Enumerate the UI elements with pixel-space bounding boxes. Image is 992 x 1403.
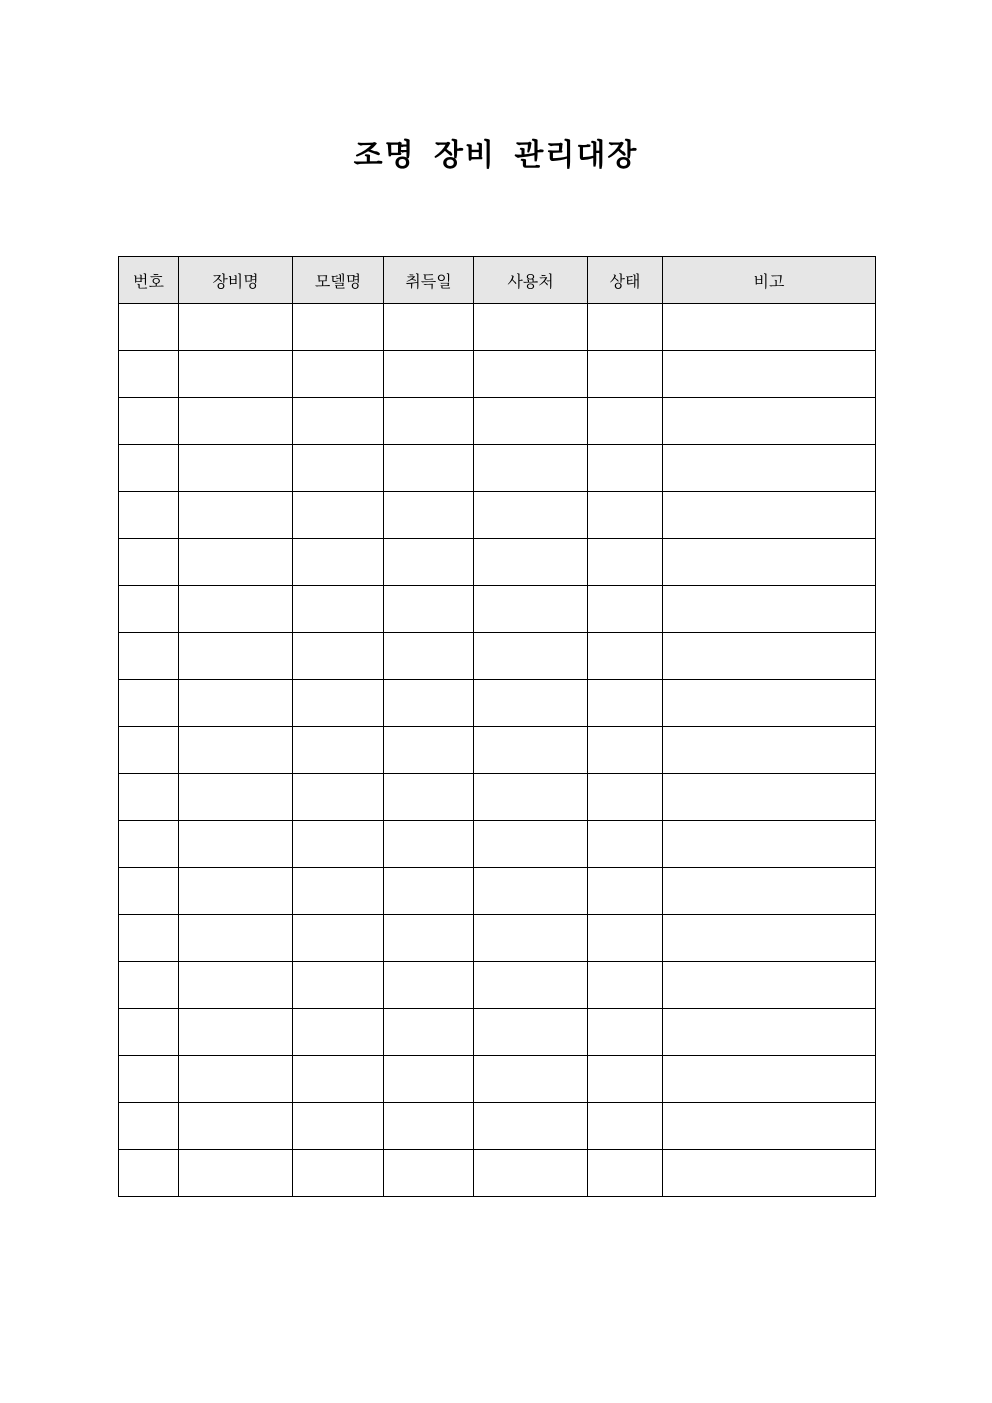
table-cell bbox=[474, 445, 588, 492]
table-cell bbox=[588, 633, 663, 680]
table-cell bbox=[474, 633, 588, 680]
table-cell bbox=[119, 774, 179, 821]
table-cell bbox=[119, 821, 179, 868]
table-row bbox=[119, 680, 876, 727]
table-cell bbox=[474, 304, 588, 351]
table-cell bbox=[588, 868, 663, 915]
table-cell bbox=[663, 868, 876, 915]
table-cell bbox=[663, 962, 876, 1009]
table-cell bbox=[474, 492, 588, 539]
table-cell bbox=[293, 398, 384, 445]
table-row bbox=[119, 962, 876, 1009]
table-cell bbox=[588, 821, 663, 868]
table-cell bbox=[588, 1056, 663, 1103]
table-cell bbox=[384, 586, 474, 633]
table-cell bbox=[179, 727, 293, 774]
table-cell bbox=[384, 1103, 474, 1150]
table-cell bbox=[119, 586, 179, 633]
table-cell bbox=[384, 398, 474, 445]
table-cell bbox=[663, 1103, 876, 1150]
table-cell bbox=[179, 915, 293, 962]
table-cell bbox=[119, 1103, 179, 1150]
table-row bbox=[119, 586, 876, 633]
table-row bbox=[119, 445, 876, 492]
table-cell bbox=[179, 962, 293, 1009]
table-cell bbox=[588, 1103, 663, 1150]
table-cell bbox=[474, 398, 588, 445]
table-cell bbox=[384, 633, 474, 680]
table-cell bbox=[384, 821, 474, 868]
table-row bbox=[119, 821, 876, 868]
table-cell bbox=[663, 539, 876, 586]
table-cell bbox=[293, 1103, 384, 1150]
table-cell bbox=[179, 821, 293, 868]
table-row bbox=[119, 398, 876, 445]
table-cell bbox=[588, 727, 663, 774]
table-cell bbox=[179, 1150, 293, 1197]
table-header-row bbox=[119, 257, 876, 304]
table-cell bbox=[179, 492, 293, 539]
column-header-status: 상태 bbox=[588, 257, 663, 304]
table-cell bbox=[588, 539, 663, 586]
table-cell bbox=[474, 1150, 588, 1197]
table-cell bbox=[663, 586, 876, 633]
table-cell bbox=[293, 304, 384, 351]
table-row bbox=[119, 539, 876, 586]
table-row bbox=[119, 774, 876, 821]
table-cell bbox=[179, 539, 293, 586]
table-row bbox=[119, 304, 876, 351]
table-cell bbox=[119, 1009, 179, 1056]
table-cell bbox=[179, 868, 293, 915]
table-row bbox=[119, 1009, 876, 1056]
table-row bbox=[119, 868, 876, 915]
table-cell bbox=[663, 304, 876, 351]
table-cell bbox=[384, 1150, 474, 1197]
table-row bbox=[119, 492, 876, 539]
table-cell bbox=[119, 868, 179, 915]
table-cell bbox=[663, 492, 876, 539]
table-cell bbox=[588, 962, 663, 1009]
table-cell bbox=[588, 492, 663, 539]
table-cell bbox=[119, 633, 179, 680]
table-cell bbox=[179, 680, 293, 727]
table-cell bbox=[293, 1150, 384, 1197]
table-cell bbox=[588, 351, 663, 398]
table-cell bbox=[119, 727, 179, 774]
table-cell bbox=[663, 680, 876, 727]
table-cell bbox=[384, 1009, 474, 1056]
table-cell bbox=[179, 1103, 293, 1150]
table-body bbox=[119, 304, 876, 1197]
table-cell bbox=[293, 821, 384, 868]
table-cell bbox=[119, 398, 179, 445]
table-cell bbox=[179, 351, 293, 398]
table-cell bbox=[119, 492, 179, 539]
table-cell bbox=[384, 1056, 474, 1103]
table-cell bbox=[293, 915, 384, 962]
table-cell bbox=[179, 304, 293, 351]
table-cell bbox=[119, 304, 179, 351]
table-cell bbox=[474, 351, 588, 398]
table-cell bbox=[293, 962, 384, 1009]
table-row bbox=[119, 351, 876, 398]
table-cell bbox=[119, 445, 179, 492]
table-cell bbox=[293, 868, 384, 915]
table-cell bbox=[663, 633, 876, 680]
table-cell bbox=[588, 304, 663, 351]
table-cell bbox=[384, 351, 474, 398]
table-cell bbox=[384, 868, 474, 915]
table-cell bbox=[293, 351, 384, 398]
lighting-equipment-ledger-table bbox=[118, 256, 876, 1197]
table-row bbox=[119, 915, 876, 962]
table-cell bbox=[179, 398, 293, 445]
table-cell bbox=[474, 821, 588, 868]
table-cell bbox=[663, 821, 876, 868]
table-cell bbox=[588, 774, 663, 821]
table-cell bbox=[474, 962, 588, 1009]
table-cell bbox=[474, 774, 588, 821]
table-cell bbox=[293, 539, 384, 586]
table-cell bbox=[293, 492, 384, 539]
column-header-equipment-name: 장비명 bbox=[179, 257, 293, 304]
table-cell bbox=[384, 727, 474, 774]
table-row bbox=[119, 633, 876, 680]
column-header-number: 번호 bbox=[119, 257, 179, 304]
table-cell bbox=[474, 868, 588, 915]
table-cell bbox=[663, 774, 876, 821]
table-row bbox=[119, 1150, 876, 1197]
table-cell bbox=[663, 727, 876, 774]
table-cell bbox=[179, 1009, 293, 1056]
table-cell bbox=[663, 1009, 876, 1056]
table-cell bbox=[384, 492, 474, 539]
table-cell bbox=[474, 727, 588, 774]
table-cell bbox=[474, 539, 588, 586]
table-cell bbox=[663, 915, 876, 962]
table-cell bbox=[119, 915, 179, 962]
table-cell bbox=[179, 445, 293, 492]
table-cell bbox=[293, 586, 384, 633]
column-header-acquisition-date: 취득일 bbox=[384, 257, 474, 304]
table-cell bbox=[384, 680, 474, 727]
table-cell bbox=[588, 915, 663, 962]
table-cell bbox=[663, 1056, 876, 1103]
table-row bbox=[119, 1103, 876, 1150]
table-cell bbox=[293, 1056, 384, 1103]
table-cell bbox=[119, 539, 179, 586]
column-header-remarks: 비고 bbox=[663, 257, 876, 304]
table-cell bbox=[588, 445, 663, 492]
table-cell bbox=[179, 633, 293, 680]
table-cell bbox=[588, 1150, 663, 1197]
table-cell bbox=[119, 1056, 179, 1103]
table-cell bbox=[293, 680, 384, 727]
page-title: 조명 장비 관리대장 bbox=[353, 138, 639, 173]
table-cell bbox=[384, 539, 474, 586]
table-row bbox=[119, 1056, 876, 1103]
table-cell bbox=[179, 774, 293, 821]
table-cell bbox=[474, 1103, 588, 1150]
table-cell bbox=[474, 1009, 588, 1056]
table-cell bbox=[293, 633, 384, 680]
table-cell bbox=[474, 1056, 588, 1103]
table-cell bbox=[384, 915, 474, 962]
table-cell bbox=[474, 586, 588, 633]
table-cell bbox=[119, 962, 179, 1009]
table-cell bbox=[293, 1009, 384, 1056]
table-cell bbox=[119, 680, 179, 727]
table-cell bbox=[293, 774, 384, 821]
table-cell bbox=[179, 1056, 293, 1103]
table-cell bbox=[384, 962, 474, 1009]
table-cell bbox=[384, 304, 474, 351]
table-cell bbox=[588, 398, 663, 445]
table-cell bbox=[663, 445, 876, 492]
table-cell bbox=[663, 1150, 876, 1197]
table-row bbox=[119, 727, 876, 774]
table-cell bbox=[293, 445, 384, 492]
table-cell bbox=[119, 1150, 179, 1197]
table-cell bbox=[474, 680, 588, 727]
table-cell bbox=[384, 445, 474, 492]
table-cell bbox=[588, 680, 663, 727]
column-header-usage-location: 사용처 bbox=[474, 257, 588, 304]
table-cell bbox=[588, 586, 663, 633]
table-cell bbox=[663, 398, 876, 445]
column-header-model-name: 모델명 bbox=[293, 257, 384, 304]
table-cell bbox=[384, 774, 474, 821]
table-cell bbox=[179, 586, 293, 633]
table-cell bbox=[588, 1009, 663, 1056]
table-cell bbox=[293, 727, 384, 774]
table-cell bbox=[663, 351, 876, 398]
table-cell bbox=[474, 915, 588, 962]
table-cell bbox=[119, 351, 179, 398]
